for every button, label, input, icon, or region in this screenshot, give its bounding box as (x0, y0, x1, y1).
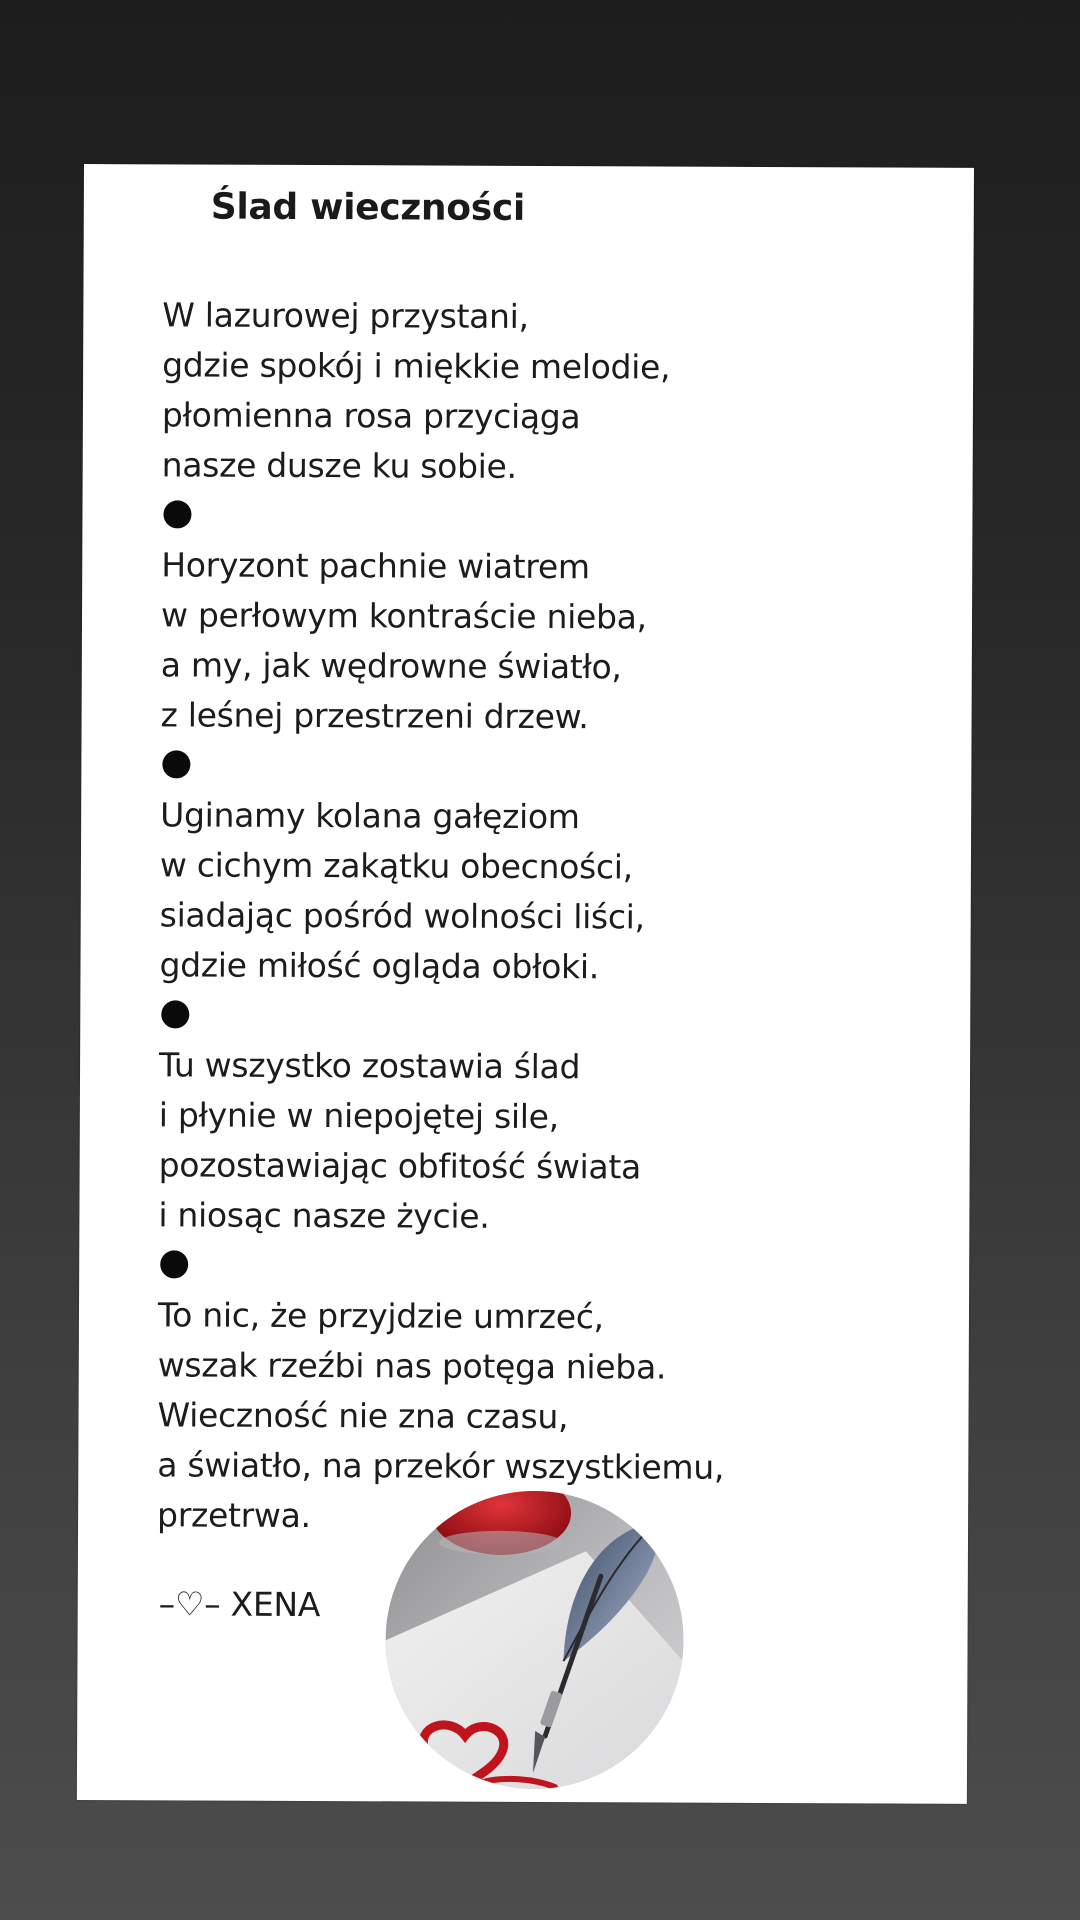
poem-line: To nic, że przyjdzie umrzeć, (157, 1295, 604, 1337)
poem-line: siadając pośród wolności liści, (159, 895, 645, 937)
stanza-separator (158, 1240, 878, 1293)
poem-line: gdzie spokój i miękkie melodie, (162, 345, 671, 387)
stanza (160, 540, 881, 743)
stanza-separator (159, 990, 879, 1043)
poem-line: płomienna rosa przyciąga (161, 395, 581, 437)
poem-line: a my, jak wędrowne światło, (160, 645, 622, 687)
stanza (159, 790, 880, 993)
poem-line: a światło, na przekór wszystkiemu, (157, 1445, 725, 1487)
poem-line: gdzie miłość ogląda obłoki. (159, 945, 600, 987)
poem-line: z leśnej przestrzeni drzew. (160, 695, 589, 737)
poem-line: pozostawiając obfitość świata (158, 1145, 642, 1187)
poem-line: wszak rzeźbi nas potęga nieba. (157, 1345, 667, 1387)
poem-line: przetrwa. (157, 1495, 311, 1536)
poem-line: Wieczność nie zna czasu, (157, 1395, 569, 1437)
filled-circle-icon (162, 750, 190, 778)
stanza (158, 1040, 879, 1243)
poem-line: w perłowym kontraście nieba, (160, 595, 647, 637)
poem-line: Horyzont pachnie wiatrem (161, 545, 590, 587)
poem-line: nasze dusze ku sobie. (161, 445, 517, 486)
poem-card (77, 164, 974, 1804)
poem-line: i płynie w niepojętej sile, (158, 1095, 559, 1137)
poem-title: Ślad wieczności (210, 186, 526, 229)
poem-line: Uginamy kolana gałęziom (160, 795, 580, 837)
poem-line: W lazurowej przystani, (162, 295, 529, 336)
filled-circle-icon (163, 500, 191, 528)
stanza-separator (161, 490, 881, 543)
poem-line: w cichym zakątku obecności, (159, 845, 633, 887)
stanza-separator (160, 740, 880, 793)
quill-pen-heart-illustration-icon (385, 1490, 684, 1789)
filled-circle-icon (161, 1000, 189, 1028)
stanza (162, 290, 883, 493)
poem-line: i niosąc nasze życie. (158, 1195, 490, 1236)
filled-circle-icon (160, 1250, 188, 1278)
poem-line: Tu wszystko zostawia ślad (158, 1045, 581, 1087)
poem-body (157, 290, 882, 1543)
poem-signature: –♡– XENA (158, 1584, 321, 1625)
